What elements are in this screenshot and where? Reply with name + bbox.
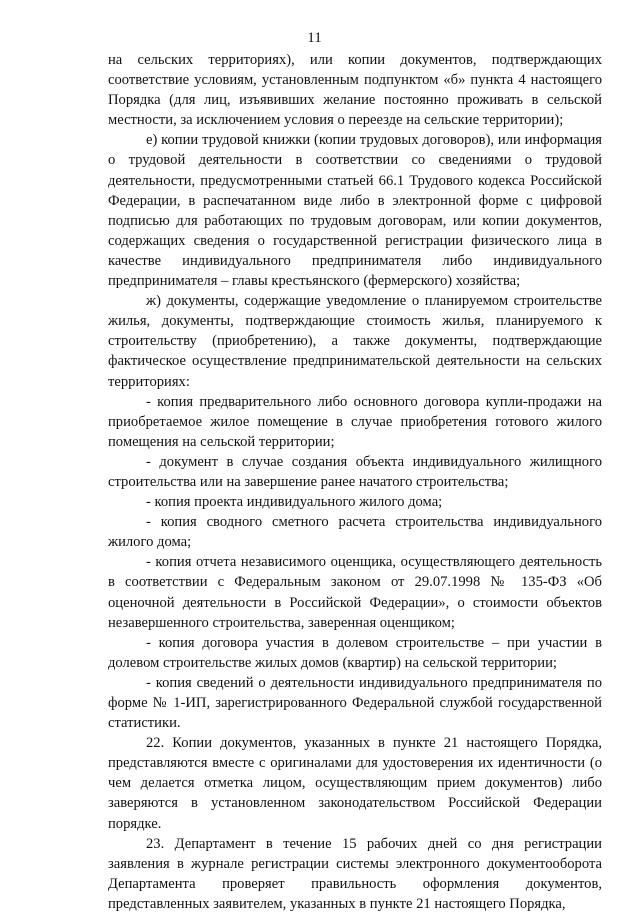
list-item: - копия предварительного либо основного договора купли-продажи на приобретаемое жилое помещение в случае приобретения готового жилого помещения на сельской территории;: [108, 393, 602, 450]
page-number: 11: [307, 30, 322, 46]
list-item: - копия сводного сметного расчета строительства индивидуального жилого дома;: [108, 514, 602, 551]
paragraph-item-zh: ж) документы, содержащие уведомление о планируемом строительстве жилья, документы, подтверждающие стоимость жилья, планируемого к строительству (приобретению), а также документы, подтверждающие фактическое осуществление предпринимательской деятельности на сельских территориях:: [108, 293, 602, 390]
list-item: - документ в случае создания объекта индивидуального жилищного строительства или на завершение ранее начатого строительства;: [108, 453, 602, 490]
paragraph-clause-23: 23. Департамент в течение 15 рабочих дней со дня регистрации заявления в журнале регистрации системы электронного документооборота Департамента проверяет правильность оформления документов, представленных заявителем, указанных в пункте 21 настоящего Порядка,: [108, 835, 602, 912]
paragraph-item-e: е) копии трудовой книжки (копии трудовых договоров), или информация о трудовой деятельности в соответствии со сведениями о трудовой деятельности, предусмотренными статьей 66.1 Трудового кодекса Российской Федерации, в распечатанном виде либо в электронной форме с цифровой подписью для работающих по трудовым договорам, или копии документов, содержащих сведения о государственной регистрации физического лица в качестве индивидуального предпринимателя либо индивидуального предпринимателя – главы крестьянского (фермерского) хозяйства;: [108, 132, 602, 290]
list-item: - копия отчета независимого оценщика, осуществляющего деятельность в соответствии с Федеральным законом от 29.07.1998 № 135-ФЗ «Об оценочной деятельности в Российской Федерации», о стоимости объектов незавершенного строительства, заверенная оценщиком;: [108, 554, 602, 631]
paragraph-continuation: на сельских территориях), или копии документов, подтверждающих соответствие условиям, установленным подпунктом «б» пункта 4 настоящего Порядка (для лиц, изъявивших желание постоянно проживать в сельской местности, за исключением условия о переезде на сельские территории);: [108, 52, 602, 129]
list-item: - копия договора участия в долевом строительстве – при участии в долевом строительстве жилых домов (квартир) на сельской территории;: [108, 634, 602, 671]
list-item: - копия проекта индивидуального жилого дома;: [146, 494, 443, 511]
document-body: [108, 50, 602, 914]
list-item: - копия сведений о деятельности индивидуального предпринимателя по форме № 1-ИП, зарегистрированного Федеральной службой государственной статистики.: [108, 674, 602, 732]
paragraph-clause-22: 22. Копии документов, указанных в пункте 21 настоящего Порядка, представляются вместе с оригиналами для удостоверения их идентичности (о чем делается отметка лицом, осуществляющим прием документов) либо заверяются в установленном законодательством Российской Федерации порядке.: [108, 735, 602, 832]
